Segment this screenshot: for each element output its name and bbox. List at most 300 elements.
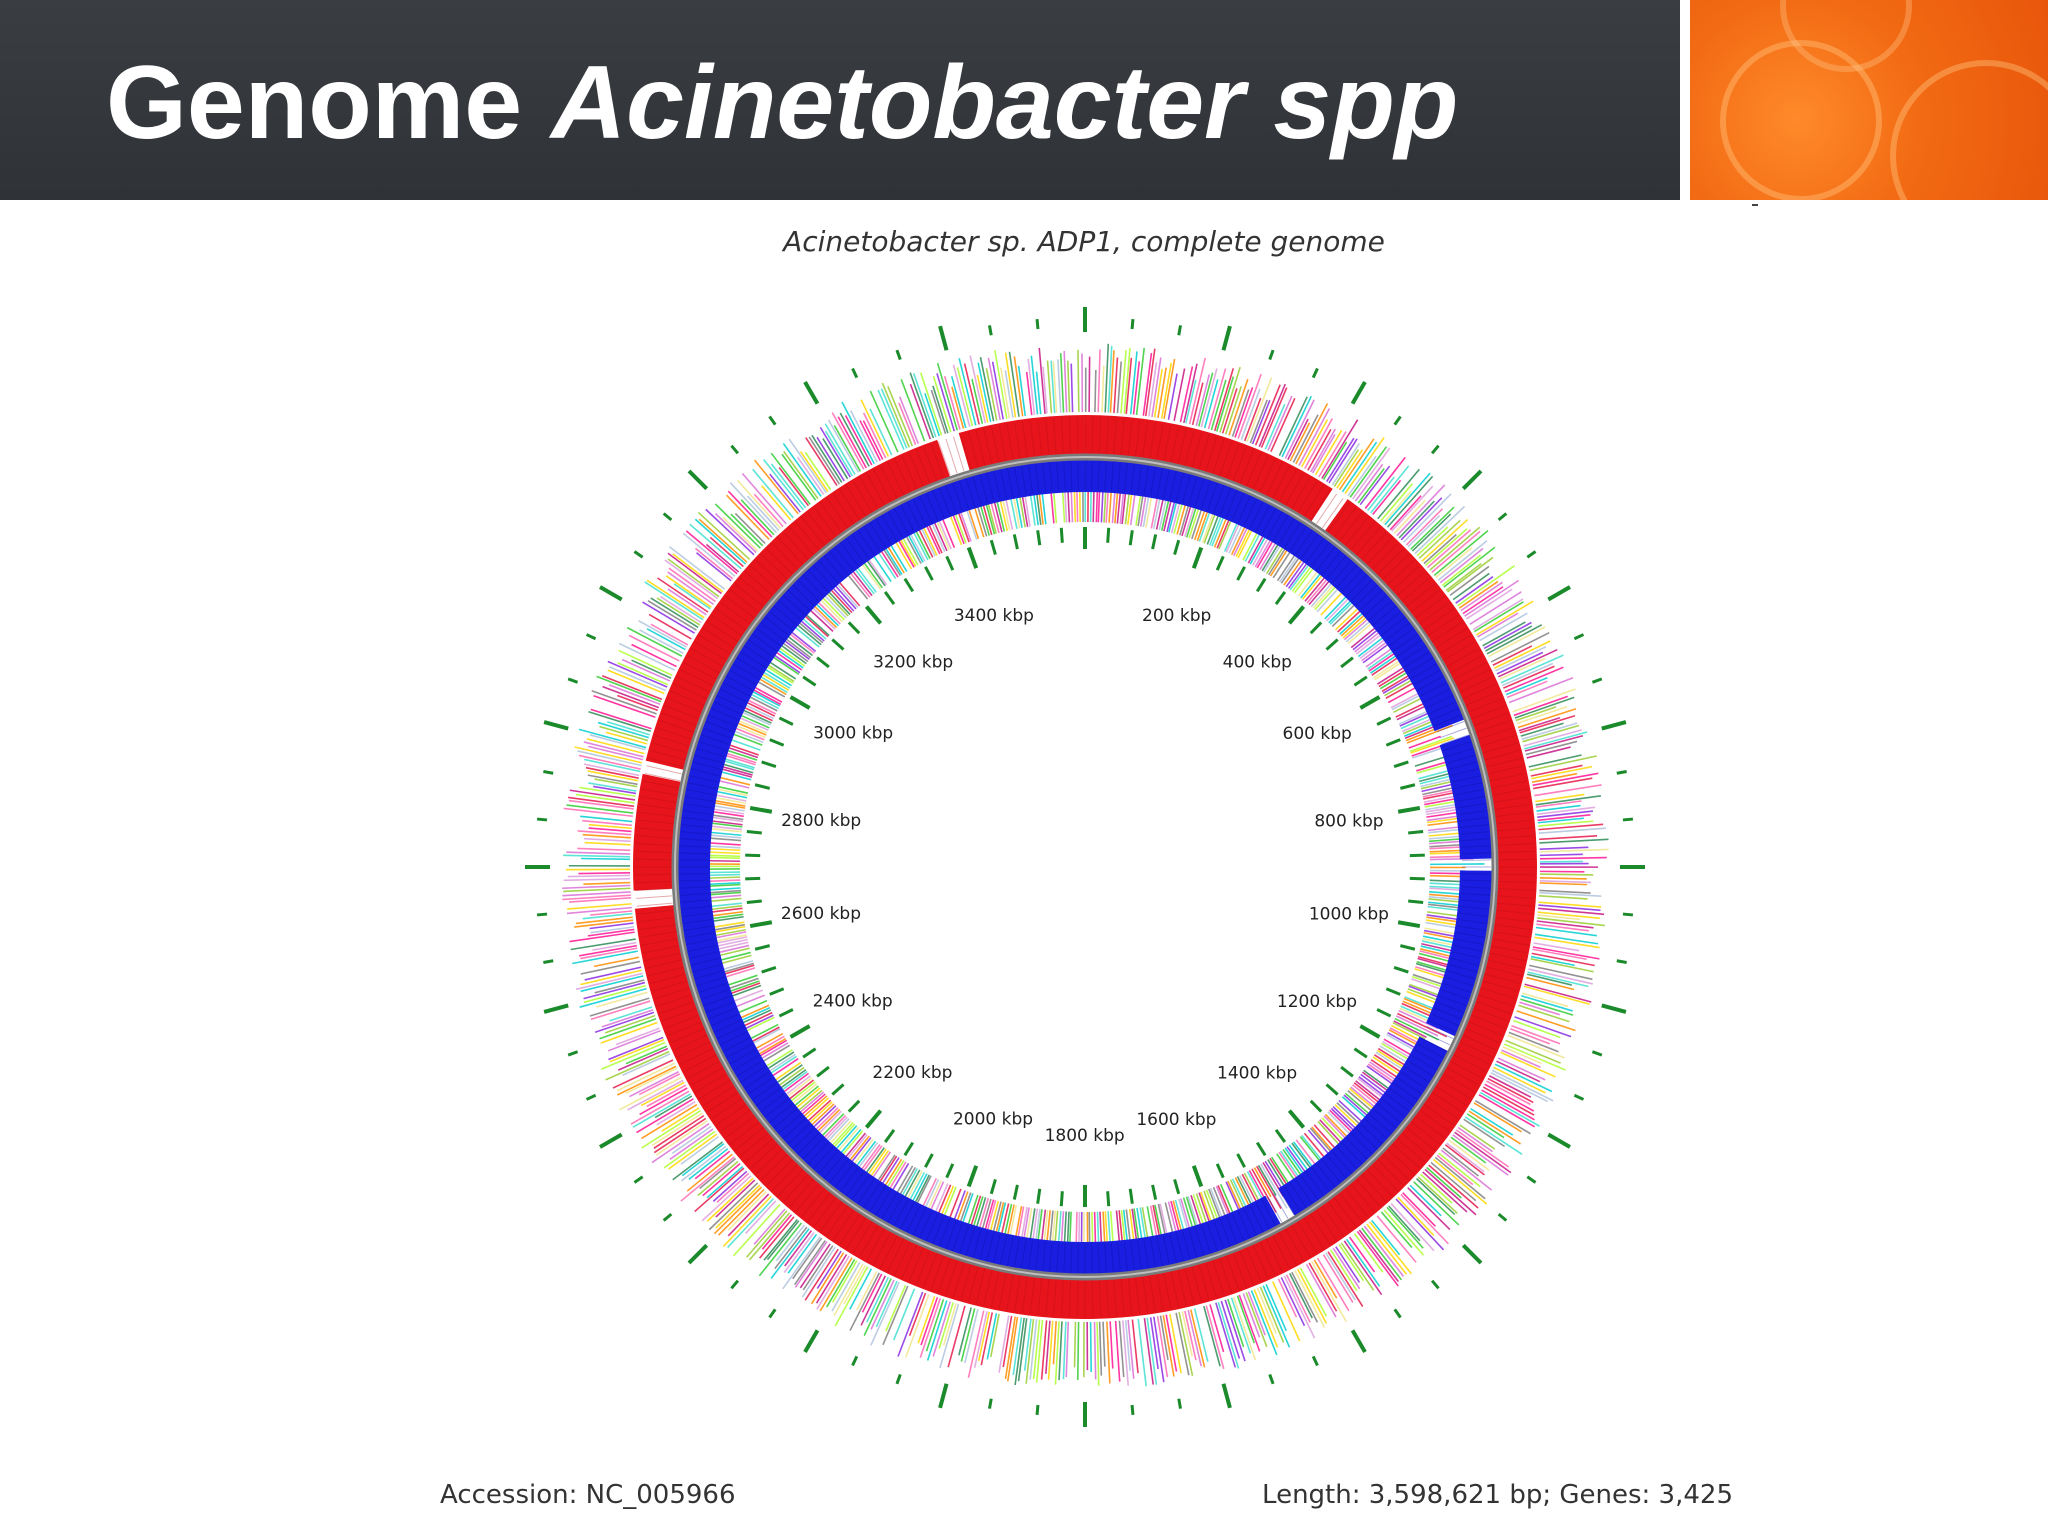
outer-feature-line	[1534, 943, 1580, 951]
outer-feature-line	[1540, 874, 1593, 875]
outer-tick	[1623, 914, 1633, 915]
outer-tick	[1527, 552, 1535, 558]
forward-strand-texture	[635, 859, 671, 860]
outer-feature-line	[686, 531, 737, 574]
outer-feature-line	[585, 843, 631, 845]
kbp-label: 800 kbp	[1314, 811, 1384, 832]
outer-feature-line	[1519, 718, 1560, 731]
outer-tick	[689, 471, 707, 489]
inner-tick	[770, 740, 784, 746]
inner-tick	[1311, 622, 1321, 633]
kbp-label: 1600 kbp	[1136, 1109, 1217, 1130]
inner-tick	[849, 622, 859, 633]
inner-tick	[750, 922, 772, 926]
outer-feature-line	[1535, 794, 1584, 801]
inner-tick	[1194, 1166, 1202, 1187]
outer-tick	[1463, 471, 1481, 489]
kbp-label: 400 kbp	[1222, 652, 1292, 673]
outer-feature-line	[1278, 1279, 1296, 1317]
outer-feature-line	[939, 1302, 953, 1348]
inner-tick	[1014, 534, 1017, 549]
inner-tick	[803, 677, 815, 685]
outer-tick	[770, 416, 776, 424]
outer-tick	[600, 587, 622, 600]
outer-tick	[1313, 369, 1317, 378]
outer-feature-line	[584, 839, 631, 842]
inner-tick	[747, 831, 762, 833]
inner-feature-line	[1242, 1174, 1257, 1204]
inner-tick	[1341, 658, 1353, 667]
outer-feature-line	[713, 1171, 746, 1201]
outer-feature-line	[1078, 1322, 1079, 1380]
reverse-strand-texture	[1078, 461, 1079, 490]
outer-feature-line	[1461, 582, 1503, 610]
reverse-strand-texture	[1078, 1244, 1079, 1273]
inner-tick	[925, 567, 932, 580]
inner-tick	[1410, 878, 1425, 879]
outer-feature-line	[1281, 1277, 1304, 1325]
inner-tick	[991, 1179, 995, 1193]
outer-tick	[940, 326, 946, 350]
inner-tick	[1400, 946, 1415, 950]
outer-feature-line	[882, 383, 909, 447]
inner-feature-line	[705, 855, 740, 856]
outer-feature-line	[1539, 836, 1597, 840]
outer-feature-line	[944, 1303, 957, 1345]
outer-feature-line	[1540, 854, 1583, 855]
outer-tick	[1223, 326, 1229, 350]
kbp-label: 2000 kbp	[952, 1109, 1034, 1130]
outer-feature-line	[1114, 357, 1118, 412]
inner-tick	[1014, 1185, 1017, 1200]
outer-feature-line	[1537, 807, 1595, 814]
inner-tick	[1257, 579, 1265, 592]
outer-tick	[1623, 819, 1633, 820]
outer-feature-line	[1089, 357, 1090, 412]
outer-tick	[1602, 722, 1626, 728]
inner-tick	[1410, 855, 1425, 856]
inner-feature-line	[732, 995, 765, 1008]
outer-tick	[853, 1356, 857, 1365]
outer-tick	[1179, 1399, 1181, 1409]
outer-tick	[731, 1281, 737, 1289]
outer-feature-line	[645, 582, 703, 620]
forward-strand-texture	[1499, 859, 1535, 860]
inner-tick	[745, 855, 760, 856]
inner-tick	[1276, 592, 1285, 604]
outer-feature-line	[626, 1068, 677, 1093]
outer-feature-line	[1537, 921, 1594, 928]
inner-tick	[885, 1130, 894, 1142]
inner-tick	[1377, 1009, 1390, 1016]
outer-feature-line	[770, 474, 800, 512]
outer-feature-line	[1068, 361, 1070, 413]
outer-tick	[600, 1135, 622, 1148]
inner-tick	[1276, 1130, 1285, 1142]
inner-feature-line	[735, 1001, 767, 1014]
inner-tick	[1394, 967, 1408, 972]
kbp-label: 3200 kbp	[873, 652, 954, 673]
outer-feature-line	[1540, 849, 1609, 851]
inner-tick	[1061, 528, 1062, 543]
outer-feature-line	[1528, 972, 1589, 986]
inner-tick	[1400, 785, 1415, 789]
outer-tick	[1527, 1177, 1535, 1183]
inner-tick	[1289, 607, 1303, 624]
outer-feature-line	[619, 650, 673, 675]
outer-feature-line	[1345, 437, 1384, 493]
outer-feature-line	[1458, 566, 1515, 606]
kbp-label: 600 kbp	[1282, 724, 1352, 745]
kbp-label: 2400 kbp	[812, 991, 893, 1012]
outer-feature-line	[588, 746, 643, 759]
length-genes-label: Length: 3,598,621 bp; Genes: 3,425	[1262, 1480, 1733, 1510]
outer-feature-line	[1540, 847, 1589, 849]
inner-tick	[1217, 556, 1223, 570]
inner-tick	[1327, 1084, 1338, 1094]
kbp-label: 1000 kbp	[1308, 904, 1389, 925]
outer-feature-line	[1107, 1321, 1110, 1383]
inner-feature-line	[1093, 488, 1094, 522]
reverse-strand-texture	[1092, 1244, 1093, 1273]
outer-tick	[664, 1214, 672, 1220]
inner-tick	[762, 762, 776, 767]
outer-tick	[805, 382, 818, 404]
inner-tick	[1108, 528, 1109, 543]
outer-tick	[543, 771, 553, 773]
inner-tick	[1257, 1143, 1265, 1156]
inner-tick	[750, 808, 772, 812]
outer-feature-line	[575, 747, 642, 763]
outer-feature-line	[1031, 356, 1037, 415]
outer-tick	[1037, 1405, 1038, 1415]
outer-feature-line	[1501, 1052, 1556, 1076]
inner-tick	[1327, 639, 1338, 649]
inner-tick	[1153, 534, 1156, 549]
outer-feature-line	[762, 486, 791, 520]
inner-tick	[1108, 1191, 1109, 1206]
outer-tick	[634, 1177, 642, 1183]
outer-feature-line	[1287, 1275, 1311, 1323]
kbp-label: 200 kbp	[1142, 606, 1212, 627]
inner-tick	[1408, 831, 1423, 833]
outer-feature-line	[563, 855, 630, 856]
outer-feature-line	[1378, 469, 1420, 518]
outer-feature-line	[1540, 883, 1587, 885]
outer-feature-line	[581, 858, 630, 859]
inner-tick	[947, 556, 953, 570]
outer-feature-line	[1256, 385, 1280, 446]
inner-feature-line	[706, 877, 740, 878]
outer-tick	[1463, 1245, 1481, 1263]
outer-feature-line	[660, 597, 701, 623]
outer-feature-line	[1058, 359, 1061, 412]
outer-feature-line	[1100, 1322, 1102, 1376]
accession-label: Accession: NC_005966	[440, 1480, 736, 1510]
inner-tick	[791, 697, 810, 708]
outer-tick	[587, 1095, 596, 1099]
kbp-label: 3400 kbp	[953, 605, 1034, 626]
outer-feature-line	[576, 973, 643, 989]
outer-tick	[897, 1374, 900, 1383]
outer-tick	[805, 1330, 818, 1352]
outer-feature-line	[1540, 878, 1587, 879]
outer-feature-line	[572, 951, 638, 963]
outer-tick	[897, 350, 900, 359]
outer-feature-line	[965, 1309, 978, 1363]
forward-strand-texture	[1092, 417, 1093, 453]
inner-tick	[905, 579, 913, 592]
outer-tick	[689, 1245, 707, 1263]
inner-tick	[1408, 901, 1423, 903]
outer-feature-line	[1061, 353, 1064, 412]
outer-feature-line	[562, 885, 630, 888]
inner-tick	[1354, 677, 1366, 685]
outer-tick	[587, 635, 596, 639]
forward-strand-texture	[1499, 874, 1535, 875]
inner-tick	[1130, 530, 1132, 545]
outer-feature-line	[754, 494, 783, 526]
outer-feature-line	[817, 1255, 847, 1304]
outer-tick	[1574, 1095, 1583, 1099]
inner-tick	[747, 901, 762, 903]
outer-feature-line	[1299, 409, 1329, 466]
outer-feature-line	[1071, 364, 1072, 413]
outer-feature-line	[1075, 1322, 1076, 1367]
outer-tick	[537, 819, 547, 820]
outer-feature-line	[1094, 1322, 1095, 1379]
reverse-strand-texture	[1462, 874, 1491, 875]
outer-feature-line	[1539, 896, 1587, 899]
outer-feature-line	[1485, 1084, 1534, 1111]
outer-feature-line	[1430, 527, 1480, 570]
outer-feature-line	[1053, 1321, 1056, 1364]
inner-tick	[947, 1164, 953, 1178]
inner-tick	[1038, 1189, 1040, 1204]
inner-tick	[1394, 762, 1408, 767]
outer-feature-line	[632, 660, 671, 678]
outer-feature-line	[1520, 999, 1573, 1015]
outer-feature-line	[1102, 366, 1104, 412]
outer-feature-line	[601, 1043, 665, 1070]
forward-strand-texture	[636, 896, 672, 899]
inner-tick	[803, 1049, 815, 1057]
outer-feature-line	[809, 437, 839, 484]
outer-tick	[1270, 350, 1273, 359]
outer-feature-line	[968, 1311, 983, 1378]
outer-tick	[1270, 1374, 1273, 1383]
outer-feature-line	[1034, 1320, 1040, 1379]
inner-tick	[1360, 1026, 1379, 1037]
inner-feature-line	[1108, 1211, 1110, 1244]
outer-feature-line	[1063, 1322, 1065, 1380]
inner-tick	[969, 1166, 977, 1187]
forward-strand-texture	[1077, 1281, 1078, 1317]
forward-strand-texture	[1092, 1281, 1093, 1317]
outer-tick	[1432, 446, 1438, 454]
kbp-label: 1400 kbp	[1217, 1063, 1298, 1084]
outer-feature-line	[1095, 370, 1096, 412]
outer-tick	[1499, 1214, 1507, 1220]
outer-feature-line	[832, 1262, 860, 1311]
outer-tick	[664, 513, 672, 519]
outer-tick	[1179, 325, 1181, 335]
kbp-label: 2200 kbp	[872, 1063, 953, 1084]
outer-tick	[1223, 1384, 1229, 1408]
outer-feature-line	[715, 504, 760, 548]
outer-feature-line	[1524, 986, 1590, 1004]
outer-tick	[543, 961, 553, 963]
inner-feature-line	[707, 849, 740, 851]
outer-tick	[1432, 1281, 1438, 1289]
inner-tick	[817, 1067, 829, 1076]
inner-tick	[1038, 530, 1040, 545]
outer-feature-line	[1059, 1321, 1062, 1380]
outer-feature-line	[1540, 881, 1591, 883]
outer-tick	[1132, 1405, 1133, 1415]
outer-tick	[1548, 587, 1570, 600]
inner-tick	[1238, 567, 1245, 580]
inner-tick	[762, 967, 776, 972]
outer-feature-line	[1408, 515, 1440, 546]
outer-feature-line	[1271, 398, 1295, 451]
inner-feature-line	[1074, 488, 1075, 522]
outer-feature-line	[563, 888, 630, 891]
outer-tick	[1574, 635, 1583, 639]
outer-feature-line	[568, 875, 630, 876]
forward-strand-texture	[1077, 417, 1078, 453]
inner-feature-line	[1098, 488, 1099, 523]
outer-feature-line	[1501, 655, 1563, 683]
inner-tick	[1194, 548, 1202, 569]
outer-feature-line	[1078, 350, 1079, 412]
outer-feature-line	[1097, 1322, 1099, 1386]
outer-tick	[1617, 771, 1627, 773]
outer-tick	[989, 325, 991, 335]
outer-tick	[568, 1052, 577, 1055]
kbp-label: 2800 kbp	[781, 810, 862, 831]
outer-tick	[1313, 1356, 1317, 1365]
outer-tick	[1592, 679, 1601, 682]
outer-feature-line	[564, 879, 631, 881]
inner-feature-line	[1103, 1212, 1105, 1246]
outer-feature-line	[578, 873, 630, 874]
outer-feature-line	[1235, 387, 1252, 437]
inner-tick	[1386, 740, 1400, 746]
outer-feature-line	[1540, 858, 1607, 859]
inner-tick	[1311, 1101, 1321, 1112]
outer-tick	[1037, 319, 1038, 329]
outer-feature-line	[1098, 349, 1100, 412]
outer-feature-line	[1387, 1207, 1423, 1248]
inner-tick	[755, 785, 770, 789]
inner-tick	[885, 592, 894, 604]
inner-tick	[866, 607, 880, 624]
outer-feature-line	[1273, 1281, 1300, 1341]
kbp-label: 3000 kbp	[813, 723, 894, 744]
kbp-label: 1200 kbp	[1276, 992, 1358, 1013]
outer-feature-line	[1357, 1231, 1398, 1286]
inner-tick	[1175, 540, 1179, 554]
outer-tick	[853, 369, 857, 378]
outer-feature-line	[1116, 1321, 1120, 1382]
outer-feature-line	[609, 667, 665, 691]
outer-feature-line	[1206, 1306, 1224, 1369]
outer-tick	[989, 1399, 991, 1409]
inner-tick	[1238, 1154, 1245, 1167]
outer-tick	[940, 1384, 946, 1408]
inner-tick	[905, 1143, 913, 1156]
slide-title-plain: Genome	[106, 45, 551, 161]
outer-feature-line	[1536, 924, 1588, 931]
outer-feature-line	[1030, 1319, 1036, 1379]
inner-tick	[849, 1101, 859, 1112]
inner-tick	[745, 878, 760, 879]
inner-tick	[1217, 1164, 1223, 1178]
outer-feature-line	[1066, 1322, 1068, 1377]
inner-tick	[1341, 1067, 1353, 1076]
outer-tick	[1602, 1005, 1626, 1011]
outer-tick	[770, 1309, 776, 1317]
reverse-strand-texture	[1092, 461, 1093, 490]
outer-tick	[544, 1005, 568, 1011]
outer-feature-line	[583, 835, 631, 838]
outer-feature-line	[1105, 344, 1108, 413]
forward-strand-texture	[635, 874, 671, 875]
outer-feature-line	[1504, 1044, 1565, 1070]
inner-feature-line	[1412, 977, 1444, 988]
inner-tick	[991, 540, 995, 554]
outer-tick	[1395, 416, 1401, 424]
outer-feature-line	[1483, 622, 1526, 646]
inner-tick	[1061, 1191, 1062, 1206]
outer-feature-line	[1138, 1319, 1146, 1386]
inner-tick	[1354, 1049, 1366, 1057]
outer-tick	[1548, 1135, 1570, 1148]
inner-tick	[969, 548, 977, 569]
outer-tick	[1499, 513, 1507, 519]
inner-tick	[779, 718, 792, 725]
inner-tick	[832, 1084, 843, 1094]
kbp-label: 2600 kbp	[780, 904, 862, 925]
outer-feature-line	[1485, 626, 1531, 651]
outer-feature-line	[577, 848, 630, 850]
outer-feature-line	[1331, 1250, 1357, 1291]
outer-feature-line	[1103, 1322, 1105, 1367]
inner-tick	[1130, 1189, 1132, 1204]
outer-feature-line	[1117, 362, 1121, 414]
slide-title-italic: Acinetobacter spp	[551, 45, 1459, 161]
inner-tick	[779, 1009, 792, 1016]
inner-tick	[1289, 1111, 1303, 1128]
outer-feature-line	[1293, 415, 1318, 463]
outer-feature-line	[566, 852, 630, 854]
reverse-strand-texture	[679, 874, 708, 875]
inner-tick	[832, 639, 843, 649]
inner-tick	[1398, 808, 1420, 812]
outer-tick	[1395, 1309, 1401, 1317]
outer-feature-line	[1064, 351, 1066, 412]
reverse-strand-texture	[679, 860, 708, 861]
inner-tick	[1386, 989, 1400, 995]
outer-feature-line	[764, 460, 804, 510]
outer-tick	[1592, 1052, 1601, 1055]
inner-tick	[1360, 697, 1379, 708]
outer-feature-line	[812, 1253, 844, 1304]
inner-tick	[1153, 1185, 1156, 1200]
inner-tick	[755, 946, 770, 950]
outer-feature-line	[1110, 1321, 1113, 1368]
